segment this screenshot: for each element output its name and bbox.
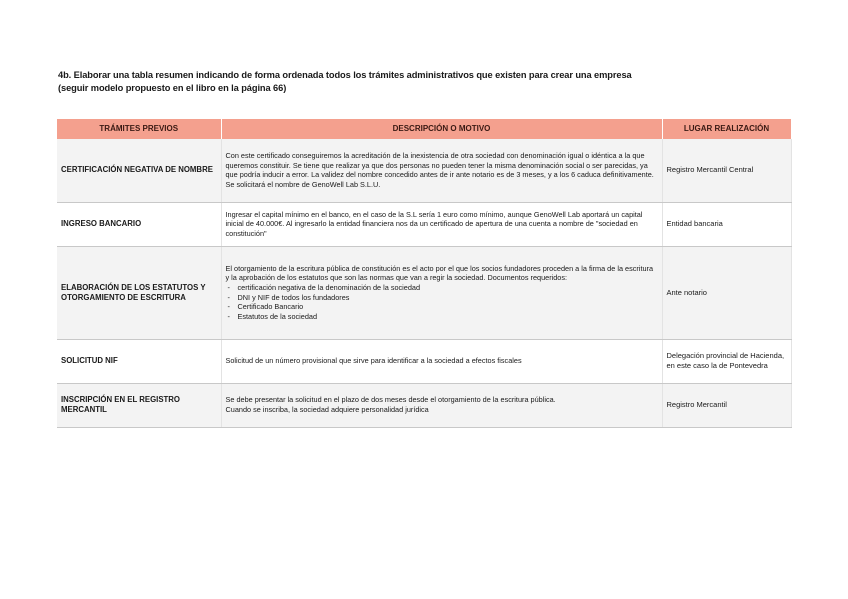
descripcion-text: Se debe presentar la solicitud en el plazo de dos meses desde el otorgamiento de la escritura pública. xyxy=(225,395,556,405)
table-row xyxy=(57,383,791,427)
lugar-cell: Delegación provincial de Hacienda, en este caso la de Pontevedra xyxy=(662,339,791,383)
tramite-cell: ELABORACIÓN DE LOS ESTATUTOS Y OTORGAMIENTO DE ESCRITURA xyxy=(57,246,221,339)
tramite-cell: INSCRIPCIÓN EN EL REGISTRO MERCANTIL xyxy=(57,383,221,427)
lugar-cell: Registro Mercantil xyxy=(662,383,791,427)
list-item: - certificación negativa de la denominación de la sociedad xyxy=(226,283,658,293)
descripcion-cell xyxy=(221,383,662,427)
heading-line-2: (seguir modelo propuesto en el libro en la página 66) xyxy=(58,82,287,93)
lugar-cell: Registro Mercantil Central xyxy=(662,139,791,202)
descripcion-cell: Ingresar el capital mínimo en el banco, en el caso de la S.L sería 1 euro como mínimo, aunque GenoWell Lab aportará un capital inicial de 40.000€. Al ingresarlo la entidad financiera nos da un certificado de apertura de una cuenta a nombre de "sociedad en constitución" xyxy=(221,202,662,246)
lugar-cell: Entidad bancaria xyxy=(662,202,791,246)
descripcion-cell: Solicitud de un número provisional que sirve para identificar a la sociedad a efectos fiscales xyxy=(221,339,662,383)
header-descripcion-motivo: DESCRIPCIÓN O MOTIVO xyxy=(221,119,662,139)
lugar-cell: Ante notario xyxy=(662,246,791,339)
table-header-row xyxy=(57,119,791,139)
list-item: - Estatutos de la sociedad xyxy=(226,312,658,322)
table-row xyxy=(57,339,791,383)
tramite-cell: CERTIFICACIÓN NEGATIVA DE NOMBRE xyxy=(57,139,221,202)
descripcion-cell: Con este certificado conseguiremos la acreditación de la inexistencia de otra sociedad con denominación igual o idéntica a la que queremos constituir. Se tiene que realizar ya que dos personas no pueden tener la misma denominación social o ser parecidas, ya que podría inducir a error. La validez del nombre concedido antes de ir ante notario es de 3 meses, y a los 6 caduca definitivamente. Se solicitará el nombre de GenoWell Lab S.L.U. xyxy=(221,139,662,202)
list-item: - DNI y NIF de todos los fundadores xyxy=(226,293,658,303)
table-row xyxy=(57,202,791,246)
document-heading xyxy=(58,69,798,94)
descripcion-text: El otorgamiento de la escritura pública de constitución es el acto por el que los socios fundadores proceden a la firma de la escritura y la aprobación de los estatutos que son las normas que van a regir la sociedad. Documentos requeridos: xyxy=(225,263,654,283)
list-item: - Certificado Bancario xyxy=(226,302,658,312)
table-row xyxy=(57,139,791,202)
tramite-cell: INGRESO BANCARIO xyxy=(57,202,221,246)
heading-line-1: 4b. Elaborar una tabla resumen indicando de forma ordenada todos los trámites administrativos que existen para crear una empresa xyxy=(58,70,632,80)
tramites-summary-table xyxy=(57,119,792,428)
header-tramites-previos: TRÁMITES PREVIOS xyxy=(57,119,221,139)
descripcion-text-2: Cuando se inscriba, la sociedad adquiere personalidad jurídica xyxy=(225,405,429,414)
descripcion-cell xyxy=(221,246,662,339)
table-row xyxy=(57,246,791,339)
documentos-list xyxy=(226,283,658,321)
tramite-cell: SOLICITUD NIF xyxy=(57,339,221,383)
header-lugar-realizacion: LUGAR REALIZACIÓN xyxy=(662,119,791,139)
